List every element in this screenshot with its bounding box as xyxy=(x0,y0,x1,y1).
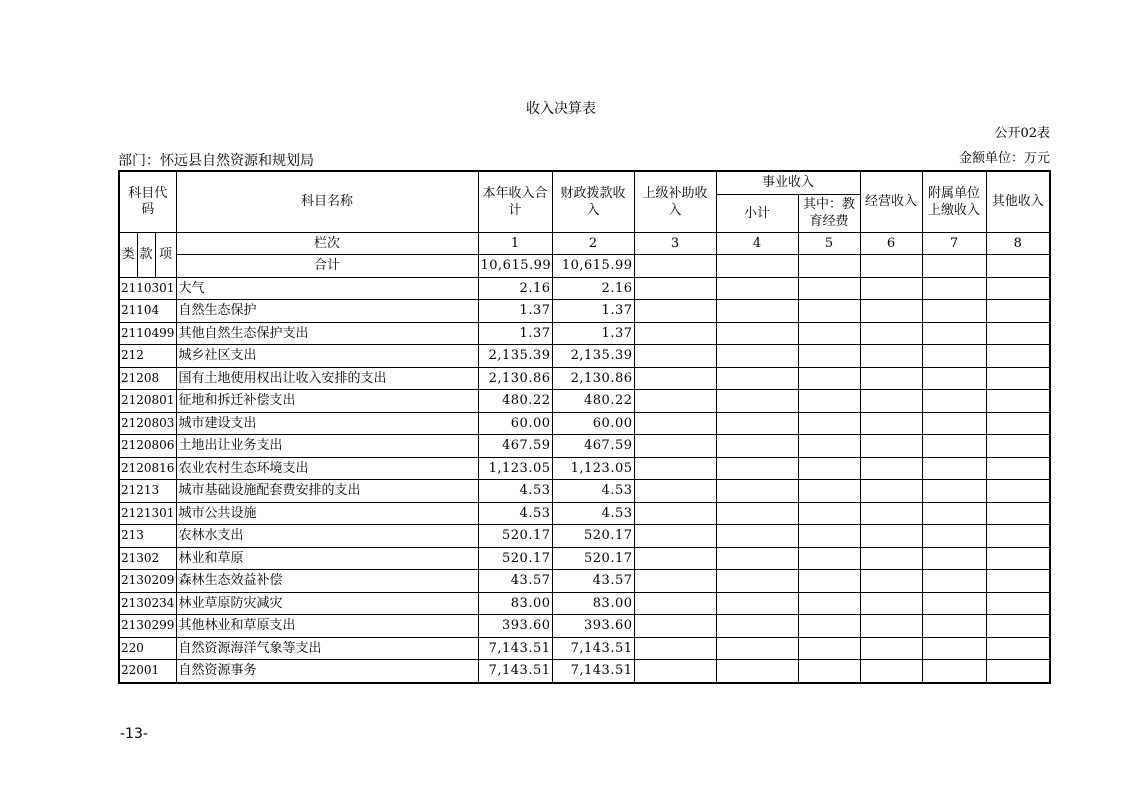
affiliated-income xyxy=(922,480,986,503)
subject-code: 2130209 xyxy=(119,570,176,593)
column-index-3: 3 xyxy=(634,232,716,255)
affiliated-income xyxy=(922,592,986,615)
other-income xyxy=(986,390,1050,413)
other-income xyxy=(986,525,1050,548)
table-row xyxy=(119,322,1050,345)
business-edu xyxy=(798,592,860,615)
subject-name: 城乡社区支出 xyxy=(176,345,478,368)
business-subtotal xyxy=(716,345,798,368)
affiliated-income xyxy=(922,637,986,660)
operating-income xyxy=(860,547,922,570)
business-edu xyxy=(798,322,860,345)
subsidy-income xyxy=(634,345,716,368)
business-subtotal xyxy=(716,390,798,413)
business-edu xyxy=(798,435,860,458)
fiscal-appropriation: 2.16 xyxy=(552,277,634,300)
subsidy-income xyxy=(634,660,716,683)
subject-code: 21302 xyxy=(119,547,176,570)
total-header: 本年收入合计 xyxy=(478,171,552,232)
table-tag: 公开02表 xyxy=(994,126,1050,141)
operating-income xyxy=(860,345,922,368)
subject-code: 2120806 xyxy=(119,435,176,458)
operating-income xyxy=(860,525,922,548)
other-income xyxy=(986,300,1050,323)
operating-income xyxy=(860,390,922,413)
total-row-affiliated xyxy=(922,255,986,278)
table-row xyxy=(119,345,1050,368)
year-income-total: 2,130.86 xyxy=(478,367,552,390)
subject-code: 22001 xyxy=(119,660,176,683)
year-income-total: 7,143.51 xyxy=(478,660,552,683)
year-income-total: 7,143.51 xyxy=(478,637,552,660)
year-income-total: 1.37 xyxy=(478,322,552,345)
total-row-fiscal: 10,615.99 xyxy=(552,255,634,278)
operating-income xyxy=(860,322,922,345)
year-income-total: 393.60 xyxy=(478,615,552,638)
business-edu xyxy=(798,277,860,300)
subject-name: 自然资源事务 xyxy=(176,660,478,683)
affiliated-income xyxy=(922,615,986,638)
affiliated-income xyxy=(922,457,986,480)
business-subtotal xyxy=(716,570,798,593)
subject-code: 2110499 xyxy=(119,322,176,345)
operating-income xyxy=(860,457,922,480)
subject-code: 220 xyxy=(119,637,176,660)
business-edu xyxy=(798,457,860,480)
subject-code: 2110301 xyxy=(119,277,176,300)
code-class-header: 类 xyxy=(119,232,137,277)
other-income xyxy=(986,435,1050,458)
operating-income xyxy=(860,660,922,683)
other-income xyxy=(986,547,1050,570)
business-subtotal xyxy=(716,412,798,435)
table-row xyxy=(119,502,1050,525)
subject-code: 2130234 xyxy=(119,592,176,615)
subsidy-income xyxy=(634,637,716,660)
operating-income xyxy=(860,570,922,593)
other-income xyxy=(986,345,1050,368)
business-subtotal xyxy=(716,480,798,503)
business-subtotal xyxy=(716,435,798,458)
business-subtotal xyxy=(716,547,798,570)
operating-header: 经营收入 xyxy=(860,171,922,232)
subject-code: 212 xyxy=(119,345,176,368)
affiliated-income xyxy=(922,277,986,300)
business-subtotal xyxy=(716,637,798,660)
other-income xyxy=(986,367,1050,390)
business-subtotal xyxy=(716,502,798,525)
subject-name: 土地出让业务支出 xyxy=(176,435,478,458)
year-income-total: 467.59 xyxy=(478,435,552,458)
column-index-4: 4 xyxy=(716,232,798,255)
table-row xyxy=(119,300,1050,323)
subject-name: 其他自然生态保护支出 xyxy=(176,322,478,345)
operating-income xyxy=(860,367,922,390)
fiscal-appropriation: 467.59 xyxy=(552,435,634,458)
subsidy-income xyxy=(634,570,716,593)
year-income-total: 43.57 xyxy=(478,570,552,593)
business-edu xyxy=(798,412,860,435)
department-label: 部门：怀远县自然资源和规划局 xyxy=(118,153,314,169)
subject-code: 21213 xyxy=(119,480,176,503)
column-index-6: 6 xyxy=(860,232,922,255)
fiscal-header: 财政拨款收入 xyxy=(552,171,634,232)
other-income xyxy=(986,502,1050,525)
business-subtotal xyxy=(716,277,798,300)
subsidy-income xyxy=(634,322,716,345)
business-edu xyxy=(798,615,860,638)
table-row xyxy=(119,435,1050,458)
year-income-total: 1,123.05 xyxy=(478,457,552,480)
code-group-header: 科目代码 xyxy=(119,171,176,232)
other-income xyxy=(986,660,1050,683)
year-income-total: 520.17 xyxy=(478,525,552,548)
affiliated-income xyxy=(922,660,986,683)
business-edu xyxy=(798,390,860,413)
subject-name: 林业和草原 xyxy=(176,547,478,570)
total-row-subsidy xyxy=(634,255,716,278)
operating-income xyxy=(860,412,922,435)
business-subtotal xyxy=(716,367,798,390)
code-section-header: 款 xyxy=(137,232,155,277)
business-edu xyxy=(798,502,860,525)
affiliated-income xyxy=(922,525,986,548)
subject-name: 城市公共设施 xyxy=(176,502,478,525)
subject-name: 其他林业和草原支出 xyxy=(176,615,478,638)
year-income-total: 4.53 xyxy=(478,480,552,503)
fiscal-appropriation: 1,123.05 xyxy=(552,457,634,480)
operating-income xyxy=(860,502,922,525)
column-index-5: 5 xyxy=(798,232,860,255)
subsidy-income xyxy=(634,592,716,615)
business-subtotal-header: 小计 xyxy=(716,194,798,232)
affiliated-income xyxy=(922,547,986,570)
business-edu xyxy=(798,300,860,323)
total-row-total: 10,615.99 xyxy=(478,255,552,278)
other-income xyxy=(986,615,1050,638)
affiliated-income xyxy=(922,412,986,435)
income-table xyxy=(118,170,1051,684)
table-row xyxy=(119,457,1050,480)
total-row-label: 合计 xyxy=(176,255,478,278)
other-income xyxy=(986,570,1050,593)
fiscal-appropriation: 520.17 xyxy=(552,547,634,570)
business-subtotal xyxy=(716,322,798,345)
table-row xyxy=(119,592,1050,615)
subject-name: 林业草原防灾减灾 xyxy=(176,592,478,615)
column-index-1: 1 xyxy=(478,232,552,255)
subsidy-income xyxy=(634,412,716,435)
affiliated-income xyxy=(922,300,986,323)
operating-income xyxy=(860,480,922,503)
table-row xyxy=(119,277,1050,300)
subsidy-income xyxy=(634,390,716,413)
fiscal-appropriation: 83.00 xyxy=(552,592,634,615)
subject-name: 自然生态保护 xyxy=(176,300,478,323)
code-item-header: 项 xyxy=(155,232,176,277)
subsidy-header: 上级补助收入 xyxy=(634,171,716,232)
year-income-total: 2.16 xyxy=(478,277,552,300)
total-row-operating xyxy=(860,255,922,278)
business-subtotal xyxy=(716,592,798,615)
fiscal-appropriation: 2,135.39 xyxy=(552,345,634,368)
subsidy-income xyxy=(634,367,716,390)
other-income xyxy=(986,457,1050,480)
year-income-total: 1.37 xyxy=(478,300,552,323)
other-income xyxy=(986,277,1050,300)
subject-name: 大气 xyxy=(176,277,478,300)
subject-name: 森林生态效益补偿 xyxy=(176,570,478,593)
business-subtotal xyxy=(716,615,798,638)
fiscal-appropriation: 520.17 xyxy=(552,525,634,548)
subject-code: 213 xyxy=(119,525,176,548)
subject-name: 城市基础设施配套费安排的支出 xyxy=(176,480,478,503)
fiscal-appropriation: 393.60 xyxy=(552,615,634,638)
fiscal-appropriation: 60.00 xyxy=(552,412,634,435)
business-edu xyxy=(798,637,860,660)
operating-income xyxy=(860,277,922,300)
page-number: -13- xyxy=(120,726,148,742)
subject-code: 2130299 xyxy=(119,615,176,638)
subject-name: 自然资源海洋气象等支出 xyxy=(176,637,478,660)
affiliated-income xyxy=(922,570,986,593)
subject-code: 2120816 xyxy=(119,457,176,480)
business-edu xyxy=(798,547,860,570)
other-income xyxy=(986,412,1050,435)
subsidy-income xyxy=(634,615,716,638)
subsidy-income xyxy=(634,277,716,300)
business-edu xyxy=(798,570,860,593)
year-income-total: 83.00 xyxy=(478,592,552,615)
business-subtotal xyxy=(716,525,798,548)
business-edu xyxy=(798,525,860,548)
operating-income xyxy=(860,300,922,323)
subsidy-income xyxy=(634,547,716,570)
fiscal-appropriation: 7,143.51 xyxy=(552,660,634,683)
affiliated-income xyxy=(922,367,986,390)
subsidy-income xyxy=(634,480,716,503)
operating-income xyxy=(860,592,922,615)
business-edu-header: 其中：教育经费 xyxy=(798,194,860,232)
subsidy-income xyxy=(634,300,716,323)
business-edu xyxy=(798,660,860,683)
amount-unit-label: 金额单位：万元 xyxy=(958,151,1050,166)
table-row xyxy=(119,480,1050,503)
year-income-total: 4.53 xyxy=(478,502,552,525)
business-subtotal xyxy=(716,457,798,480)
year-income-total: 520.17 xyxy=(478,547,552,570)
table-row xyxy=(119,390,1050,413)
subject-code: 21104 xyxy=(119,300,176,323)
year-income-total: 60.00 xyxy=(478,412,552,435)
business-edu xyxy=(798,345,860,368)
fiscal-appropriation: 4.53 xyxy=(552,502,634,525)
fiscal-appropriation: 1.37 xyxy=(552,300,634,323)
affiliated-income xyxy=(922,435,986,458)
subject-code: 21208 xyxy=(119,367,176,390)
table-row xyxy=(119,570,1050,593)
fiscal-appropriation: 43.57 xyxy=(552,570,634,593)
table-row xyxy=(119,525,1050,548)
business-edu xyxy=(798,367,860,390)
other-income xyxy=(986,480,1050,503)
total-row-business-edu xyxy=(798,255,860,278)
other-income xyxy=(986,592,1050,615)
fiscal-appropriation: 1.37 xyxy=(552,322,634,345)
subject-name: 城市建设支出 xyxy=(176,412,478,435)
report-title: 收入决算表 xyxy=(526,101,596,117)
subject-name: 农业农村生态环境支出 xyxy=(176,457,478,480)
fiscal-appropriation: 2,130.86 xyxy=(552,367,634,390)
subsidy-income xyxy=(634,502,716,525)
fiscal-appropriation: 7,143.51 xyxy=(552,637,634,660)
operating-income xyxy=(860,637,922,660)
other-income xyxy=(986,637,1050,660)
table-row xyxy=(119,367,1050,390)
table-row xyxy=(119,615,1050,638)
affiliated-income xyxy=(922,502,986,525)
total-row-other xyxy=(986,255,1050,278)
table-row xyxy=(119,660,1050,683)
column-index-7: 7 xyxy=(922,232,986,255)
fiscal-appropriation: 480.22 xyxy=(552,390,634,413)
column-index-label: 栏次 xyxy=(176,232,478,255)
table-row xyxy=(119,637,1050,660)
name-header: 科目名称 xyxy=(176,171,478,232)
subsidy-income xyxy=(634,457,716,480)
subject-code: 2121301 xyxy=(119,502,176,525)
business-subtotal xyxy=(716,300,798,323)
subject-code: 2120801 xyxy=(119,390,176,413)
operating-income xyxy=(860,435,922,458)
table-row xyxy=(119,547,1050,570)
other-income xyxy=(986,322,1050,345)
subject-name: 农林水支出 xyxy=(176,525,478,548)
business-group-header: 事业收入 xyxy=(716,171,860,194)
table-row xyxy=(119,412,1050,435)
column-index-8: 8 xyxy=(986,232,1050,255)
year-income-total: 2,135.39 xyxy=(478,345,552,368)
subject-name: 征地和拆迁补偿支出 xyxy=(176,390,478,413)
affiliated-income xyxy=(922,345,986,368)
year-income-total: 480.22 xyxy=(478,390,552,413)
subsidy-income xyxy=(634,435,716,458)
business-edu xyxy=(798,480,860,503)
operating-income xyxy=(860,615,922,638)
business-subtotal xyxy=(716,660,798,683)
affiliated-header: 附属单位上缴收入 xyxy=(922,171,986,232)
total-row-business-subtotal xyxy=(716,255,798,278)
affiliated-income xyxy=(922,322,986,345)
subject-name: 国有土地使用权出让收入安排的支出 xyxy=(176,367,478,390)
fiscal-appropriation: 4.53 xyxy=(552,480,634,503)
subsidy-income xyxy=(634,525,716,548)
affiliated-income xyxy=(922,390,986,413)
column-index-2: 2 xyxy=(552,232,634,255)
subject-code: 2120803 xyxy=(119,412,176,435)
other-header: 其他收入 xyxy=(986,171,1050,232)
